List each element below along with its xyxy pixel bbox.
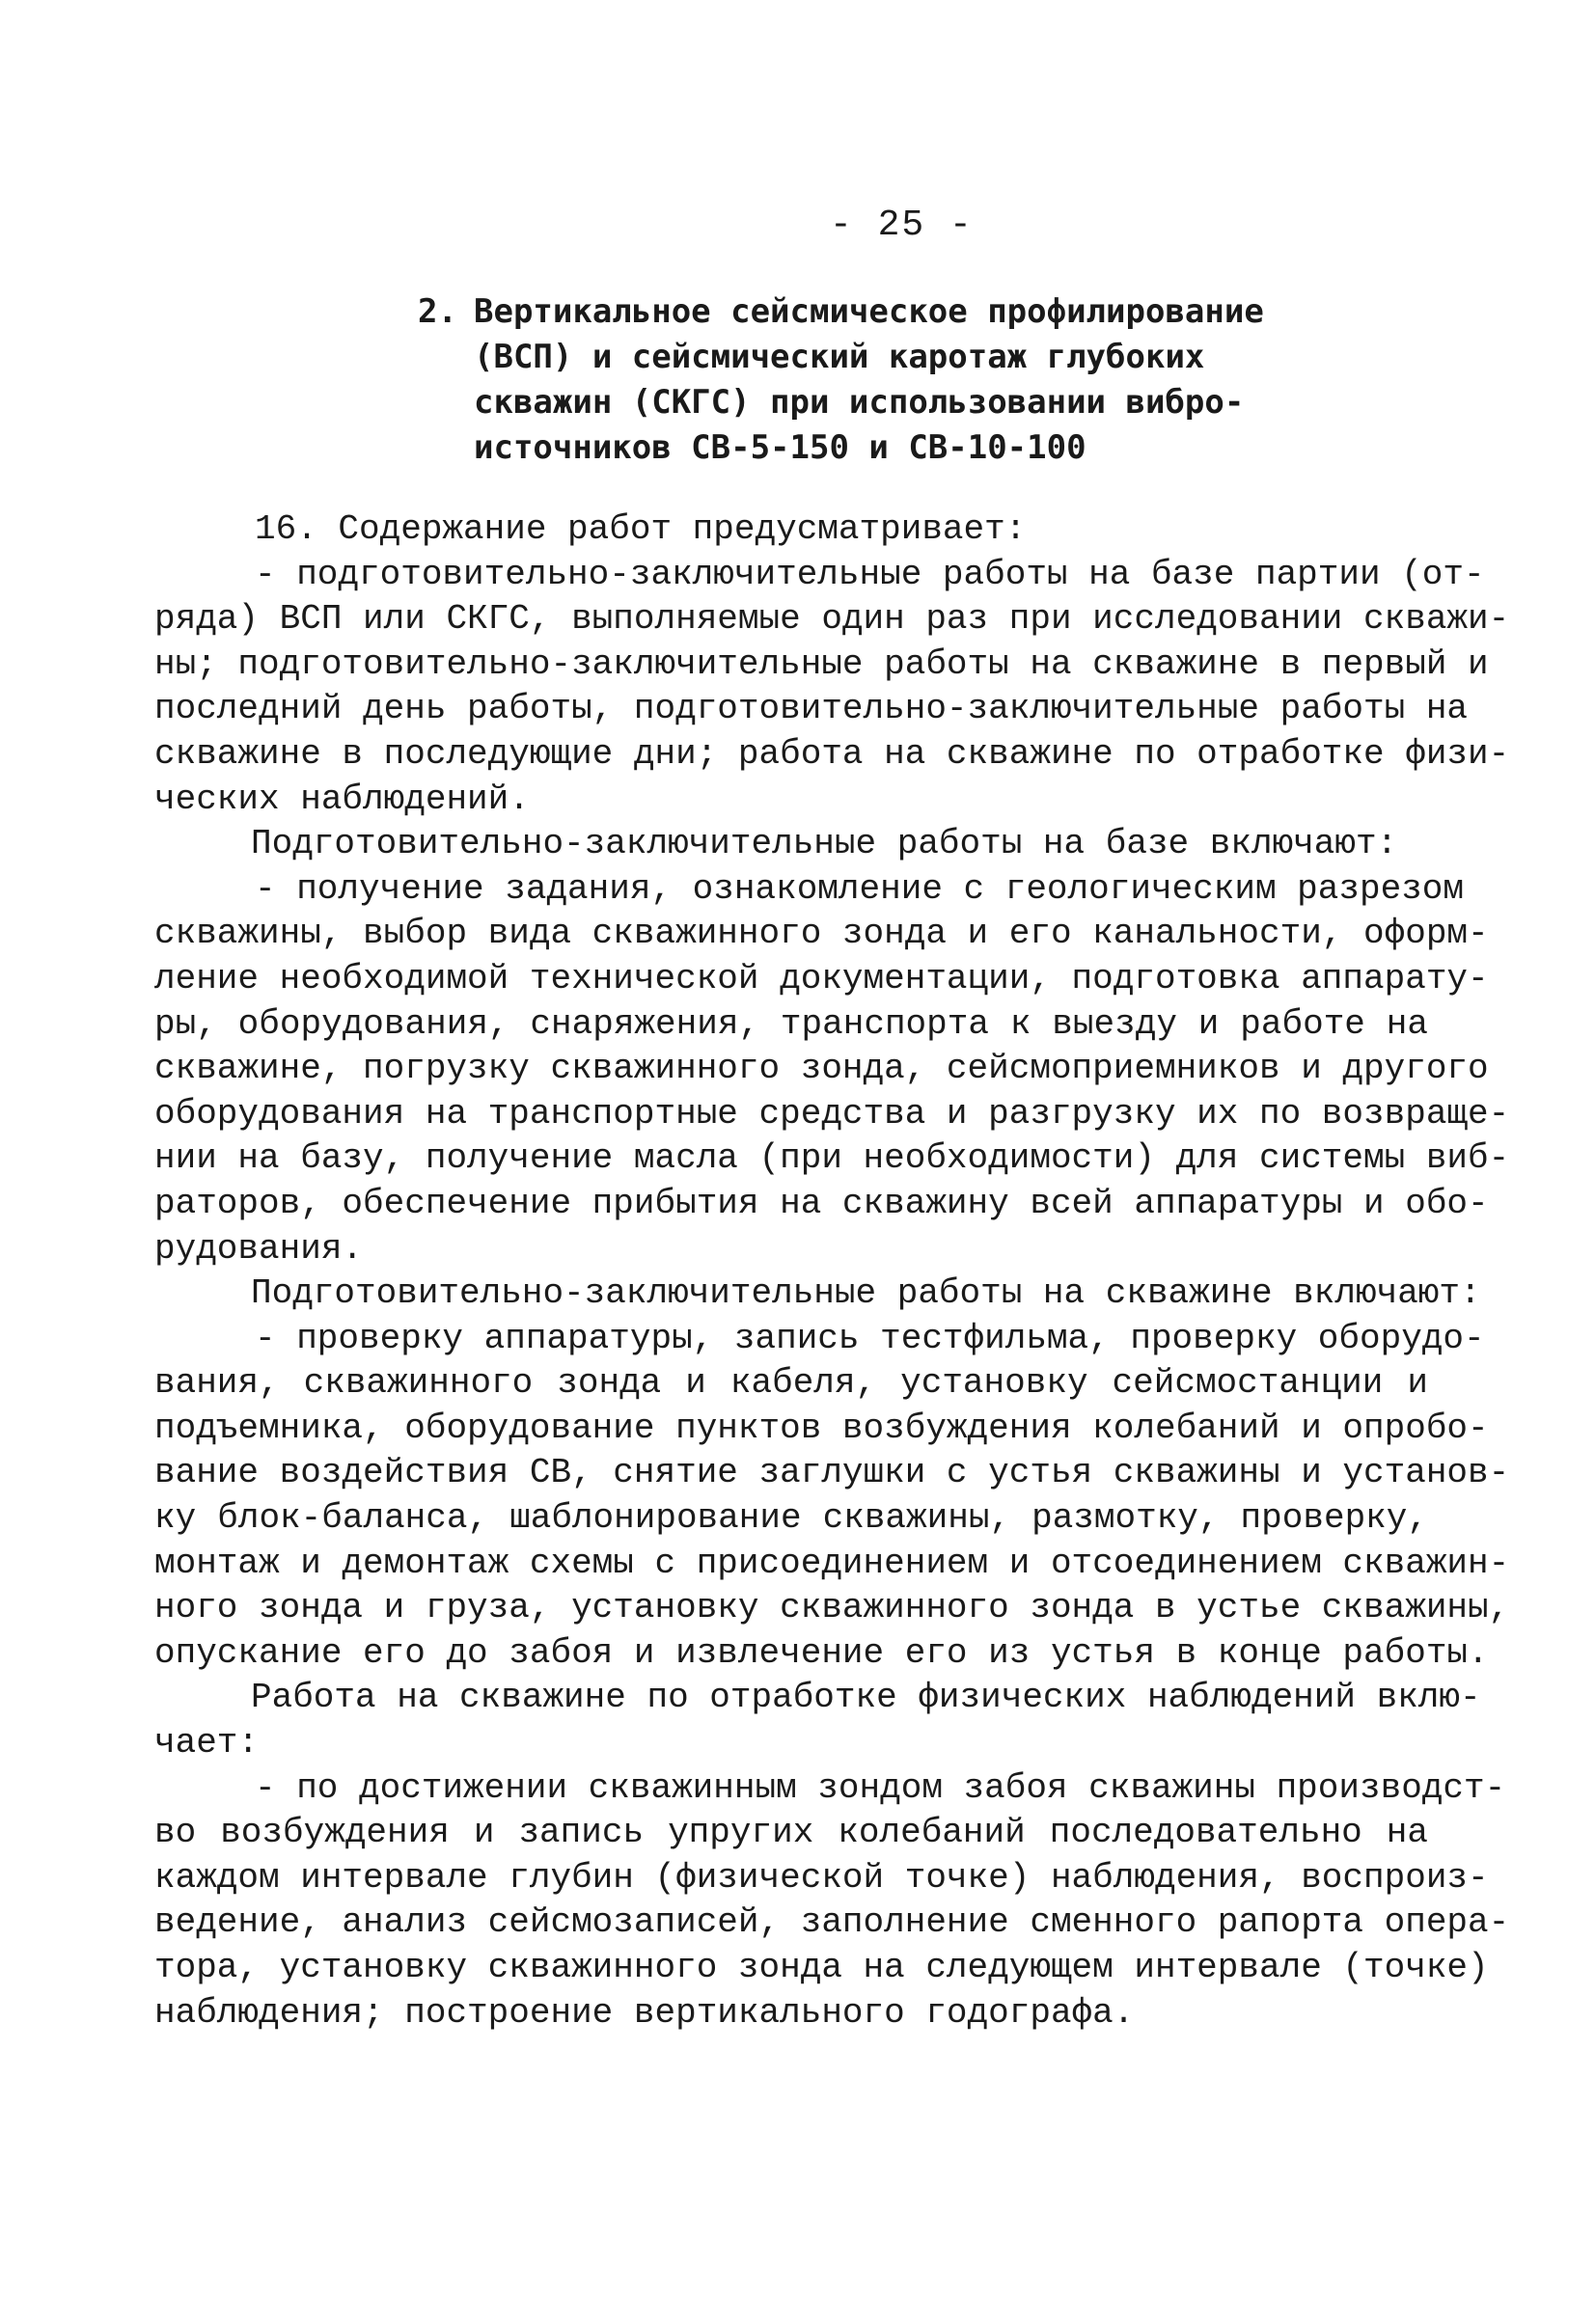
text-line: ление необходимой технической документации, подготовка аппарату- bbox=[154, 958, 1489, 998]
text-line: - подготовительно-заключительные работы на базе партии (от- bbox=[255, 554, 1485, 594]
text-line: - по достижении скважинным зондом забоя скважины производст- bbox=[255, 1767, 1506, 1808]
text-line: наблюдения; построение вертикального годографа. bbox=[154, 1992, 1135, 2033]
text-line: рудования. bbox=[154, 1228, 364, 1269]
section-number: 2. bbox=[418, 292, 457, 331]
text-line: каждом интервале глубин (физической точке) наблюдения, воспроиз- bbox=[154, 1857, 1489, 1898]
text-line: ного зонда и груза, установку скважинного зонда в устье скважины, bbox=[154, 1588, 1510, 1628]
text-line: ны; подготовительно-заключительные работы на скважине в первый и bbox=[154, 643, 1489, 684]
text-line: ческих наблюдений. bbox=[154, 779, 530, 819]
text-line: - получение задания, ознакомление с геологическим разрезом bbox=[255, 868, 1465, 909]
text-line: подъемника, оборудование пунктов возбуждения колебаний и опробо- bbox=[154, 1408, 1489, 1448]
text-line: вания, скважинного зонда и кабеля, установку сейсмостанции и bbox=[154, 1363, 1428, 1404]
text-line: во возбуждения и запись упругих колебаний последовательно на bbox=[154, 1813, 1428, 1853]
body-text bbox=[154, 507, 1510, 2036]
text-line: 16. Содержание работ предусматривает: bbox=[255, 509, 1027, 549]
text-line: ряда) ВСП или СКГС, выполняемые один раз при исследовании скважи- bbox=[154, 599, 1510, 640]
text-line: Работа на скважине по отработке физических наблюдений вклю- bbox=[251, 1678, 1481, 1718]
text-line: нии на базу, получение масла (при необходимости) для системы виб- bbox=[154, 1138, 1510, 1179]
text-line: Подготовительно-заключительные работы на базе включают: bbox=[251, 824, 1398, 864]
text-line: раторов, обеспечение прибытия на скважину всей аппаратуры и обо- bbox=[154, 1183, 1489, 1223]
text-line: - проверку аппаратуры, запись тестфильма, проверку оборудо- bbox=[255, 1318, 1485, 1358]
text-line: монтаж и демонтаж схемы с присоединением и отсоединением скважин- bbox=[154, 1543, 1510, 1583]
section-heading bbox=[418, 289, 1286, 471]
section-title-line: скважин (СКГС) при использовании вибро- bbox=[474, 383, 1245, 422]
text-line: последний день работы, подготовительно-заключительные работы на bbox=[154, 689, 1469, 729]
text-line: чает: bbox=[154, 1723, 260, 1764]
text-line: опускание его до забоя и извлечение его из устья в конце работы. bbox=[154, 1632, 1489, 1673]
text-line: вание воздействия СВ, снятие заглушки с устья скважины и установ- bbox=[154, 1453, 1510, 1493]
section-title-line: источников СВ-5-150 и СВ-10-100 bbox=[474, 428, 1086, 467]
text-line: скважине в последующие дни; работа на скважине по отработке физи- bbox=[154, 733, 1510, 774]
text-line: оборудования на транспортные средства и разгрузку их по возвраще- bbox=[154, 1093, 1510, 1134]
text-line: скважины, выбор вида скважинного зонда и его канальности, оформ- bbox=[154, 914, 1489, 954]
section-title-line: (ВСП) и сейсмический каротаж глубоких bbox=[474, 338, 1205, 376]
text-line: ведение, анализ сейсмозаписей, заполнение сменного рапорта опера- bbox=[154, 1902, 1510, 1943]
page-number: - 25 - bbox=[830, 205, 974, 246]
text-line: ку блок-баланса, шаблонирование скважины, размотку, проверку, bbox=[154, 1498, 1428, 1539]
section-title-line: Вертикальное сейсмическое профилирование bbox=[474, 292, 1264, 331]
text-line: Подготовительно-заключительные работы на скважине включают: bbox=[251, 1273, 1481, 1314]
text-line: ры, оборудования, снаряжения, транспорта к выезду и работе на bbox=[154, 1003, 1428, 1044]
text-line: тора, установку скважинного зонда на следующем интервале (точке) bbox=[154, 1948, 1489, 1987]
text-line: скважине, погрузку скважинного зонда, сейсмоприемников и другого bbox=[154, 1049, 1489, 1089]
